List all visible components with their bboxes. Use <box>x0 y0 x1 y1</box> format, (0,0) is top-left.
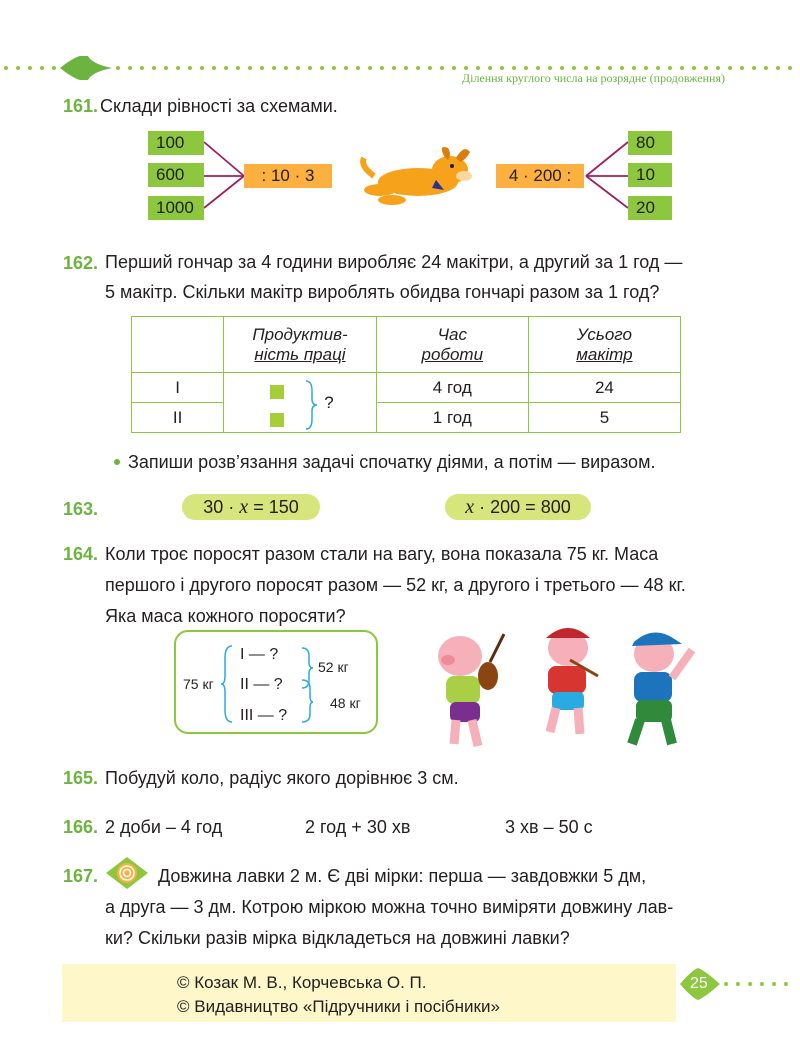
exercise-167-line1: Довжина лавки 2 м. Є дві мірки: перша — завдовжки 5 дм, <box>158 866 647 886</box>
exercise-161-text: Склади рівності за схемами. <box>100 96 338 116</box>
productivity-cell <box>224 373 376 433</box>
exercise-167-number: 167. <box>63 866 99 886</box>
exercise-161-number: 161. <box>63 96 99 116</box>
right-brace-icon <box>300 646 314 726</box>
exercise-166-number: 166. <box>63 817 99 837</box>
scheme-row-3: III — ? <box>240 707 288 724</box>
page-number: 25 <box>690 975 708 992</box>
exercise-162-number: 162. <box>63 253 99 273</box>
table-row <box>132 373 681 403</box>
table-corner-cell <box>132 317 224 373</box>
table-cell: 24 <box>528 373 680 403</box>
scheme-row-2: II — ? <box>240 676 283 693</box>
header-title: Ділення круглого числа на розрядне (продовження) <box>461 71 725 85</box>
exercise-162-line2: 5 макітр. Скільки макітр вироблять обидва гончарі разом за 1 год? <box>105 282 660 302</box>
exercise-167-line2: а друга — 3 дм. Котрою міркою можна точно виміряти довжину лав- <box>105 897 674 917</box>
scheme-row-1: I — ? <box>240 646 279 663</box>
scheme-sum-1: 52 кг <box>318 659 349 675</box>
difficulty-target-icon <box>104 855 150 891</box>
exercise-165-text: Побудуй коло, радіус якого дорівнює 3 см. <box>105 768 459 788</box>
left-operation-box: : 10 · 3 <box>244 164 332 188</box>
table-cell: 5 <box>528 403 680 433</box>
left-number-box: 100 <box>148 131 204 155</box>
exercise-165-number: 165. <box>63 768 99 788</box>
column-header-productivity: Продуктив- ність праці <box>224 317 376 373</box>
left-number-box: 600 <box>148 163 204 187</box>
right-operation-box: 4 · 200 : <box>496 164 584 188</box>
row-label: II <box>132 403 224 433</box>
row-label: I <box>132 373 224 403</box>
table-cell: 1 год <box>376 403 528 433</box>
column-header-total: Усього макітр <box>528 317 680 373</box>
right-number-box: 10 <box>628 163 672 187</box>
scheme-sum-2: 48 кг <box>330 695 361 711</box>
empty-square <box>270 385 284 399</box>
exercise-162-line1: Перший гончар за 4 години виробляє 24 макітри, а другий за 1 год — <box>105 252 683 272</box>
bullet-icon <box>114 459 120 465</box>
brace-icon <box>304 379 318 431</box>
equation-1: 30 · x = 150 <box>182 494 320 520</box>
expression-3: 3 хв – 50 с <box>505 817 593 837</box>
copyright-line-2: © Видавництво «Підручники і посібники» <box>177 997 500 1016</box>
data-table <box>131 316 681 433</box>
exercise-164-number: 164. <box>63 544 99 564</box>
exercise-167-line3: ки? Скільки разів мірка відкладеться на довжині лавки? <box>105 928 570 948</box>
expression-1: 2 доби – 4 год <box>105 817 223 837</box>
empty-square <box>270 413 284 427</box>
table-cell: 4 год <box>376 373 528 403</box>
copyright-line-1: © Козак М. В., Корчевська О. П. <box>177 973 427 992</box>
exercise-164-line2: першого і другого поросят разом — 52 кг, а другого і третього — 48 кг. <box>105 575 686 595</box>
expression-2: 2 год + 30 хв <box>305 817 411 837</box>
exercise-163-number: 163. <box>63 499 99 519</box>
dog-illustration <box>352 146 484 208</box>
exercise-162-bullet-text: Запиши розв’язання задачі спочатку діями, а потім — виразом. <box>128 452 656 472</box>
pigs-illustration <box>420 620 700 760</box>
right-number-box: 80 <box>628 131 672 155</box>
exercise-164-line1: Коли троє поросят разом стали на вагу, вона показала 75 кг. Маса <box>105 544 659 564</box>
left-brace-icon <box>220 644 234 724</box>
scheme-total: 75 кг <box>183 676 214 692</box>
question-mark: ? <box>324 393 334 412</box>
equation-2: x · 200 = 800 <box>445 494 591 520</box>
column-header-time: Час роботи <box>376 317 528 373</box>
exercise-164-line3: Яка маса кожного поросяти? <box>105 606 346 626</box>
right-number-box: 20 <box>628 196 672 220</box>
copyright-footer <box>62 964 676 1022</box>
left-number-box: 1000 <box>148 196 204 220</box>
table-row <box>132 403 681 433</box>
